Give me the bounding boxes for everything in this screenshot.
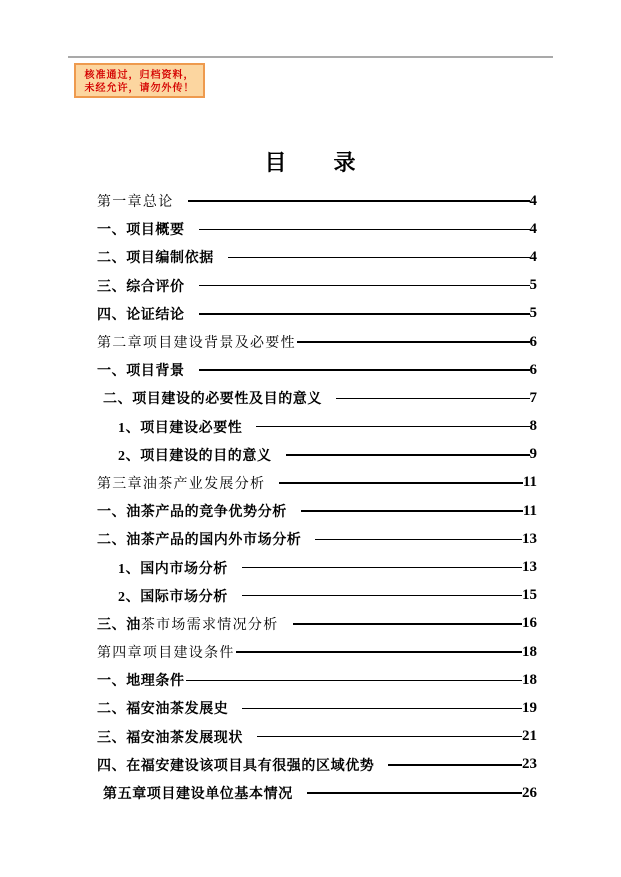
toc-entry <box>97 666 537 694</box>
toc-leader-line <box>199 229 530 231</box>
toc-page-number: 15 <box>522 587 537 604</box>
toc-page-number: 5 <box>529 277 537 294</box>
toc-page-number: 26 <box>522 784 537 801</box>
toc-entry <box>97 187 537 215</box>
toc-entry-label: 三、福安油茶发展现状 <box>97 730 243 746</box>
toc-page-number: 13 <box>522 559 537 576</box>
toc-entry <box>97 300 537 328</box>
toc-entry <box>97 751 537 779</box>
toc-leader-line <box>228 257 530 259</box>
toc-leader-line <box>242 708 522 710</box>
toc-entry <box>97 413 537 441</box>
toc-list <box>97 187 537 807</box>
toc-entry-label: 一、项目背景 <box>97 364 185 380</box>
toc-page-number: 13 <box>522 530 537 547</box>
toc-entry-label: 2、项目建设的目的意义 <box>118 448 272 464</box>
toc-leader-line <box>286 454 530 456</box>
toc-entry-label: 第一章总论 <box>97 195 174 211</box>
toc-leader-line <box>301 510 523 512</box>
toc-leader-line <box>297 341 530 343</box>
toc-leader-line <box>199 369 530 371</box>
toc-entry <box>97 469 537 497</box>
toc-leader-line <box>236 651 522 653</box>
toc-page-number: 6 <box>529 333 537 350</box>
toc-page-number: 6 <box>529 361 537 378</box>
toc-entry-label: 2、国际市场分析 <box>118 589 228 605</box>
toc-page-number: 11 <box>522 502 537 519</box>
toc-entry-label: 二、项目建设的必要性及目的意义 <box>103 392 322 408</box>
toc-leader-line <box>199 285 530 287</box>
toc-entry <box>97 525 537 553</box>
toc-entry <box>97 582 537 610</box>
toc-entry <box>97 497 537 525</box>
toc-leader-line <box>315 539 522 541</box>
toc-entry-label: 二、项目编制依据 <box>97 251 214 267</box>
toc-entry <box>97 723 537 751</box>
toc-entry-label: 二、油茶产品的国内外市场分析 <box>97 533 302 549</box>
page-top-divider <box>68 56 553 58</box>
toc-page-number: 7 <box>529 389 537 406</box>
toc-entry-label: 一、油茶产品的竞争优势分析 <box>97 505 287 521</box>
toc-entry-label: 一、项目概要 <box>97 223 185 239</box>
toc-entry-label: 第五章项目建设单位基本情况 <box>103 787 293 803</box>
toc-entry-label: 第三章油茶产业发展分析 <box>97 476 266 492</box>
toc-entry-label: 四、论证结论 <box>97 307 185 323</box>
toc-page-number: 9 <box>529 446 537 463</box>
toc-page-number: 4 <box>529 192 537 209</box>
toc-leader-line <box>242 567 522 569</box>
page-title: 目 录 <box>264 150 357 175</box>
toc-page-number: 23 <box>522 756 537 773</box>
toc-leader-line <box>199 313 530 315</box>
toc-entry <box>97 779 537 807</box>
toc-page-number: 18 <box>522 643 537 660</box>
toc-entry <box>97 384 537 412</box>
toc-page-number: 18 <box>522 671 537 688</box>
toc-entry-label-regular: 茶市场需求情况分析 <box>140 617 279 633</box>
toc-page-number: 21 <box>522 728 537 745</box>
toc-entry <box>97 272 537 300</box>
toc-page-number: 4 <box>529 220 537 237</box>
toc-entry <box>97 694 537 722</box>
toc-leader-line <box>336 398 530 400</box>
toc-leader-line <box>388 764 522 766</box>
toc-entry-label: 第二章项目建设背景及必要性 <box>97 336 296 352</box>
toc-page-number: 4 <box>529 248 537 265</box>
toc-entry-label: 四、在福安建设该项目具有很强的区域优势 <box>97 758 375 774</box>
toc-leader-line <box>256 426 529 428</box>
toc-page-number: 8 <box>529 418 537 435</box>
toc-leader-line <box>242 595 522 597</box>
toc-entry-label: 一、地理条件 <box>97 674 185 690</box>
toc-page-number: 16 <box>522 615 537 632</box>
toc-entry <box>97 328 537 356</box>
toc-page-number: 19 <box>522 699 537 716</box>
toc-page-number: 5 <box>529 305 537 322</box>
stamp-line-1: 核准通过，归档资料， <box>84 70 195 81</box>
toc-entry-label: 三、油茶市场需求情况分析 <box>97 617 279 633</box>
toc-entry <box>97 610 537 638</box>
approval-stamp <box>74 63 205 98</box>
toc-entry <box>97 243 537 271</box>
toc-leader-line <box>188 200 530 202</box>
toc-entry <box>97 553 537 581</box>
toc-leader-line <box>257 736 522 738</box>
toc-entry <box>97 215 537 243</box>
toc-entry <box>97 356 537 384</box>
stamp-line-2: 未经允许，请勿外传！ <box>84 83 195 94</box>
toc-leader-line <box>279 482 523 484</box>
toc-leader-line <box>293 623 522 625</box>
toc-page-number: 11 <box>522 474 537 491</box>
toc-entry-label: 二、福安油茶发展史 <box>97 702 229 718</box>
toc-entry-label: 1、国内市场分析 <box>118 561 228 577</box>
toc-leader-line <box>307 792 522 794</box>
toc-leader-line <box>186 680 522 682</box>
toc-entry-label: 第四章项目建设条件 <box>97 646 235 662</box>
toc-entry-label: 三、综合评价 <box>97 279 185 295</box>
toc-entry-label: 1、项目建设必要性 <box>118 420 243 436</box>
toc-entry <box>97 441 537 469</box>
toc-entry <box>97 638 537 666</box>
